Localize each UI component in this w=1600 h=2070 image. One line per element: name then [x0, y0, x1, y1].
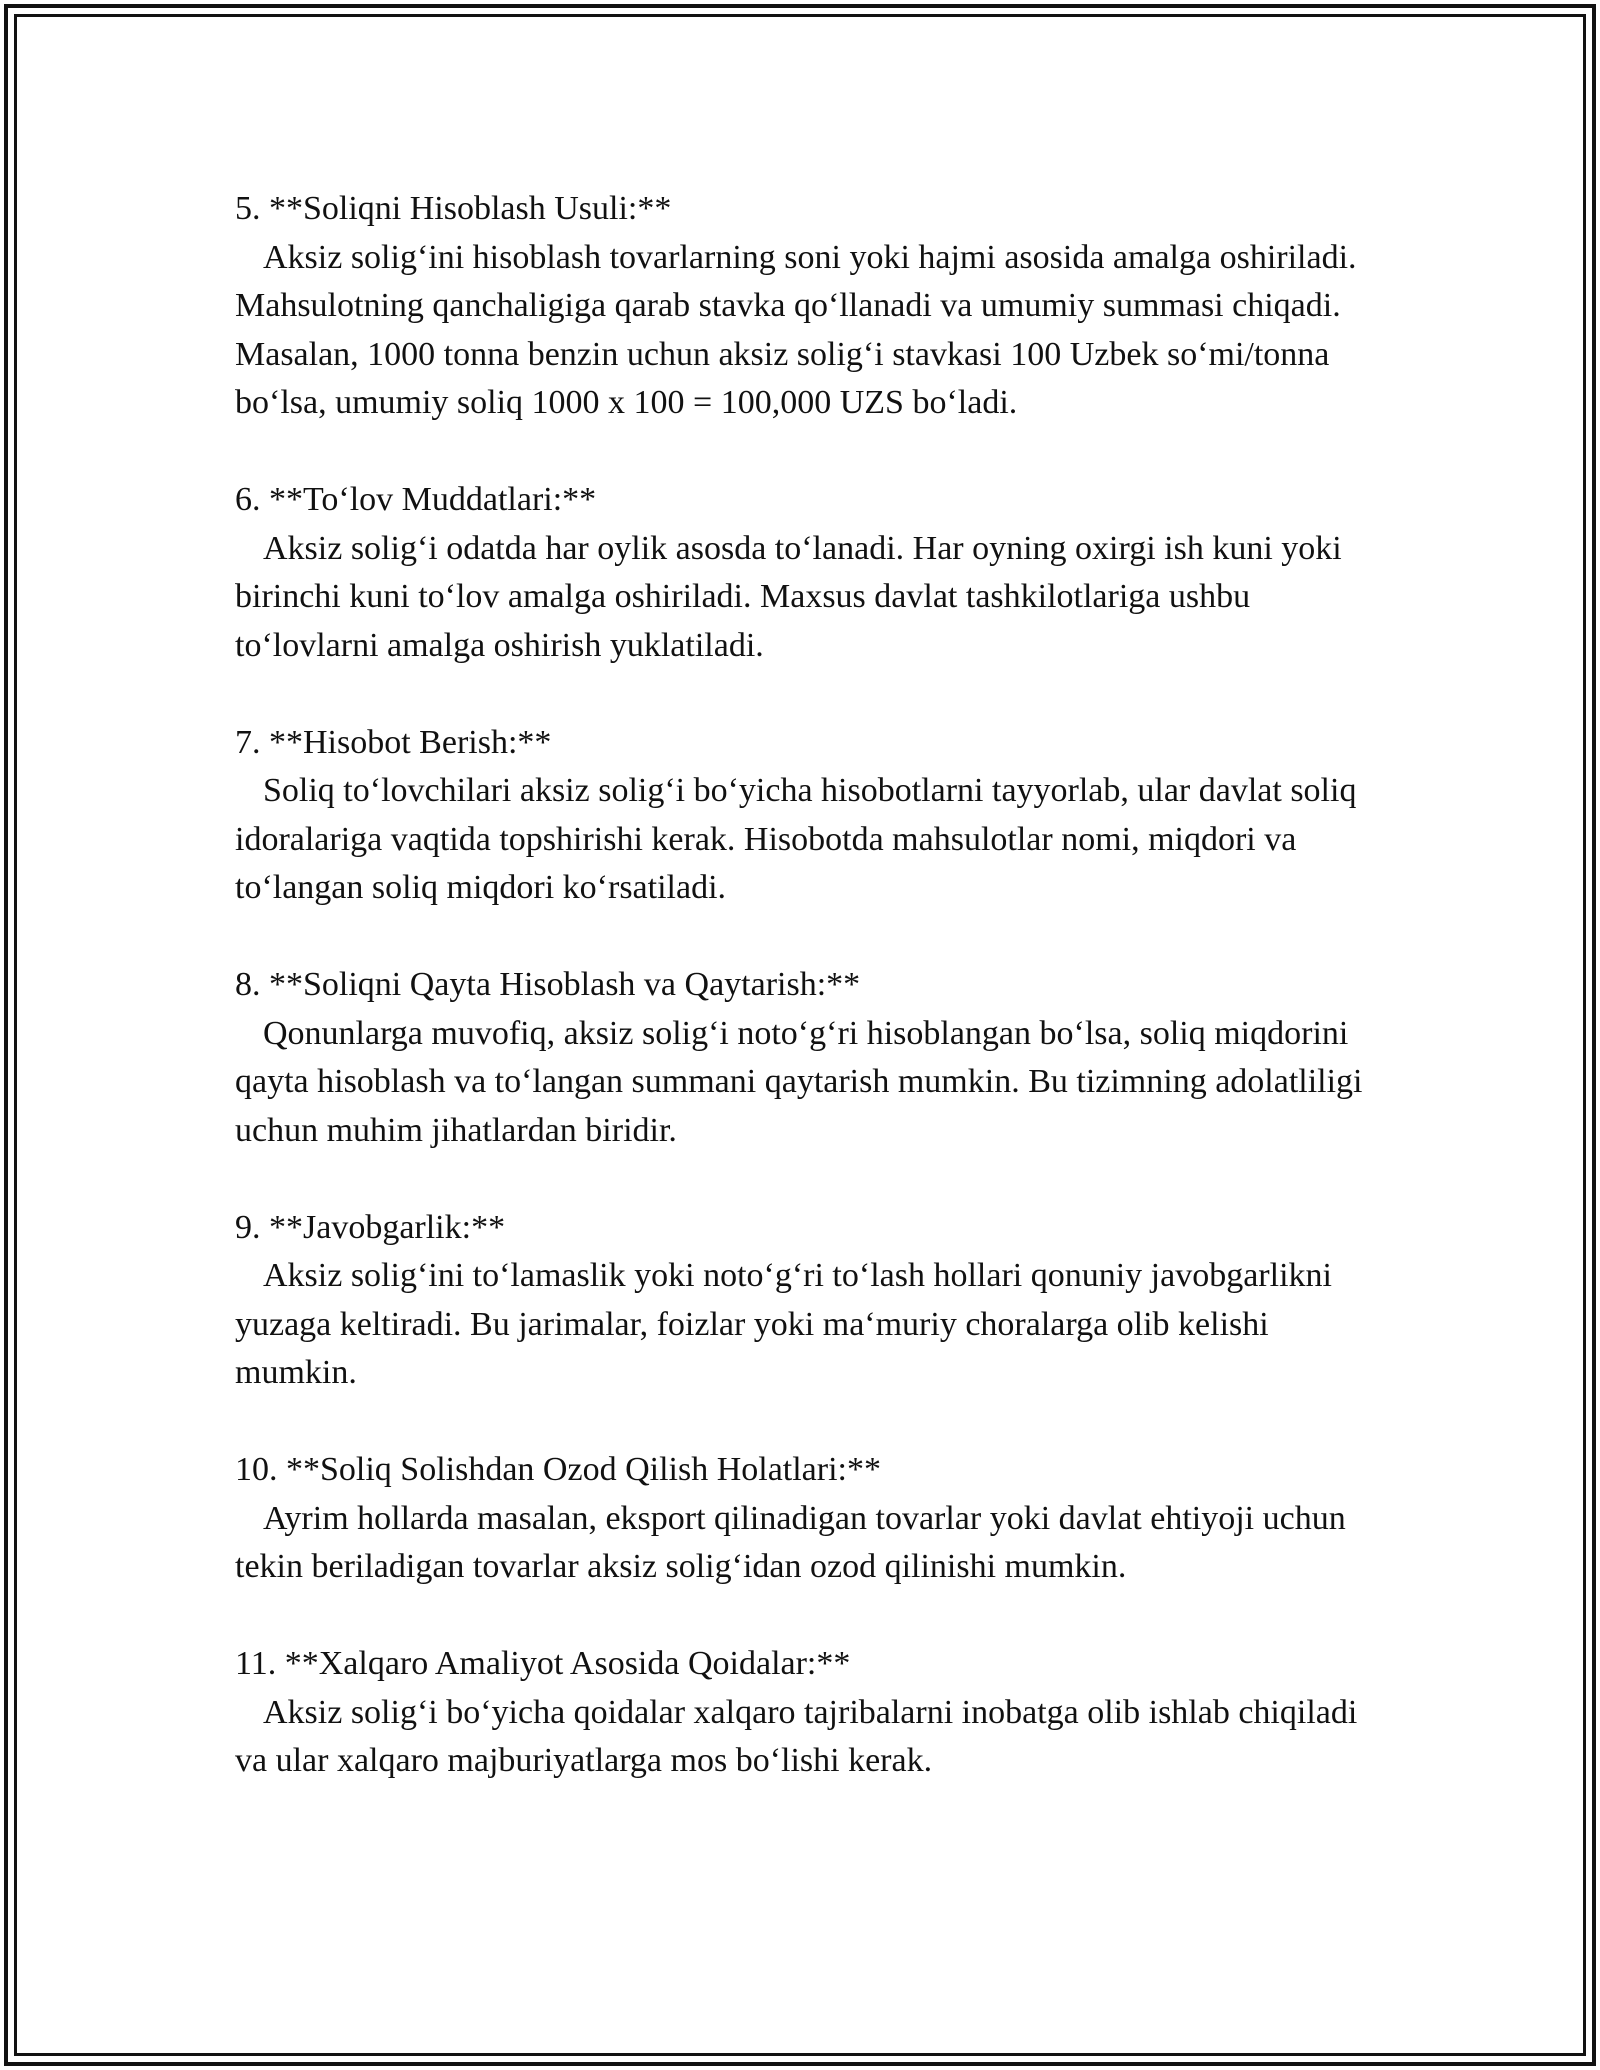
- section-heading: 5. **Soliqni Hisoblash Usuli:**: [235, 190, 672, 227]
- section-qayta-hisoblash: [235, 961, 1375, 1155]
- section-hisobot-berish: [235, 719, 1375, 913]
- section-heading: 11. **Xalqaro Amaliyot Asosida Qoidalar:**: [235, 1645, 851, 1682]
- section-paragraph: Soliq to‘lovchilari aksiz solig‘i bo‘yicha hisobotlarni tayyorlab, ular davlat soliq idoralariga vaqtida topshirishi kerak. Hisobotda mahsulotlar nomi, miqdori va to‘langan soliq miqdori ko‘rsatiladi.: [235, 772, 1357, 906]
- section-ozod-qilish-holatlari: [235, 1446, 1375, 1592]
- section-soliqni-hisoblash-usuli: [235, 185, 1375, 428]
- section-paragraph: Aksiz solig‘i bo‘yicha qoidalar xalqaro tajribalarni inobatga olib ishlab chiqiladi va ular xalqaro majburiyatlarga mos bo‘lishi kerak.: [235, 1693, 1358, 1779]
- section-paragraph: Qonunlarga muvofiq, aksiz solig‘i noto‘g‘ri hisoblangan bo‘lsa, soliq miqdorini qayta hisoblash va to‘langan summani qaytarish mumkin. Bu tizimning adolatliligi uchun muhim jihatlardan biridir.: [235, 1014, 1363, 1149]
- section-paragraph: Aksiz solig‘i odatda har oylik asosda to‘lanadi. Har oyning oxirgi ish kuni yoki birinchi kuni to‘lov amalga oshiriladi. Maxsus davlat tashkilotlariga ushbu to‘lovlarni amalga oshirish yuklatiladi.: [235, 529, 1342, 664]
- section-paragraph: Ayrim hollarda masalan, eksport qilinadigan tovarlar yoki davlat ehtiyoji uchun tekin beriladigan tovarlar aksiz solig‘idan ozod qilinishi mumkin.: [235, 1499, 1346, 1585]
- section-heading: 9. **Javobgarlik:**: [235, 1208, 506, 1246]
- section-heading: 10. **Soliq Solishdan Ozod Qilish Holatlari:**: [235, 1451, 881, 1488]
- section-paragraph: Aksiz solig‘ini to‘lamaslik yoki noto‘g‘ri to‘lash hollari qonuniy javobgarlikni yuzaga keltiradi. Bu jarimalar, foizlar yoki ma‘muriy choralarga olib kelishi mumkin.: [235, 1257, 1332, 1391]
- section-heading: 6. **To‘lov Muddatlari:**: [235, 481, 597, 518]
- section-xalqaro-amaliyot: [235, 1640, 1375, 1786]
- section-heading: 7. **Hisobot Berish:**: [235, 723, 552, 761]
- section-tolov-muddatlari: [235, 476, 1375, 670]
- section-javobgarlik: [235, 1204, 1375, 1398]
- section-heading: 8. **Soliqni Qayta Hisoblash va Qaytarish:**: [235, 966, 861, 1003]
- document-body: [235, 185, 1375, 1834]
- section-paragraph: Aksiz solig‘ini hisoblash tovarlarning soni yoki hajmi asosida amalga oshiriladi. Mahsulotning qanchaligiga qarab stavka qo‘llanadi va umumiy summasi chiqadi. Masalan, 1000 tonna benzin uchun aksiz solig‘i stavkasi 100 Uzbek so‘mi/tonna bo‘lsa, umumiy soliq 1000 x 100 = 100,000 UZS bo‘ladi.: [235, 238, 1357, 421]
